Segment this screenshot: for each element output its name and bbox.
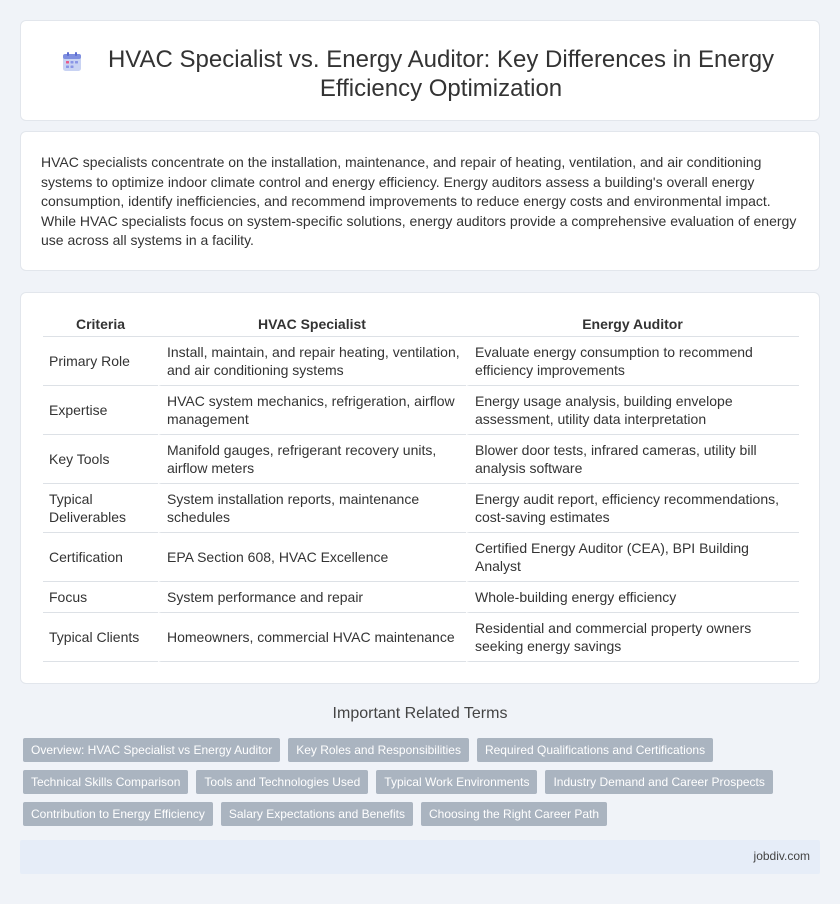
- intro-card: [20, 131, 820, 271]
- related-term-tag[interactable]: Overview: HVAC Specialist vs Energy Auditor: [23, 738, 280, 762]
- row-hvac-value: System installation reports, maintenance schedules: [158, 484, 466, 533]
- row-hvac-value: HVAC system mechanics, refrigeration, airflow management: [158, 386, 466, 435]
- header-card: [20, 20, 820, 121]
- table-row: [43, 386, 799, 435]
- related-term-tag[interactable]: Industry Demand and Career Prospects: [545, 770, 772, 794]
- comparison-table: [43, 314, 799, 662]
- row-hvac-value: System performance and repair: [158, 582, 466, 613]
- table-row: [43, 337, 799, 386]
- table-row: [43, 435, 799, 484]
- row-auditor-value: Energy usage analysis, building envelope assessment, utility data interpretation: [466, 386, 799, 435]
- related-term-tag[interactable]: Key Roles and Responsibilities: [288, 738, 469, 762]
- row-criteria: Primary Role: [43, 337, 158, 386]
- row-criteria: Typical Deliverables: [43, 484, 158, 533]
- related-terms-title: Important Related Terms: [332, 705, 508, 722]
- row-criteria: Certification: [43, 533, 158, 582]
- related-term-tag[interactable]: Required Qualifications and Certifications: [477, 738, 713, 762]
- header-hvac-specialist: HVAC Specialist: [158, 314, 466, 337]
- row-hvac-value: Install, maintain, and repair heating, ventilation, and air conditioning systems: [158, 337, 466, 386]
- table-row: [43, 582, 799, 613]
- related-term-tag[interactable]: Choosing the Right Career Path: [421, 802, 607, 826]
- header-energy-auditor: Energy Auditor: [466, 314, 799, 337]
- related-term-tag[interactable]: Salary Expectations and Benefits: [221, 802, 413, 826]
- related-term-tag[interactable]: Contribution to Energy Efficiency: [23, 802, 213, 826]
- related-term-tag[interactable]: Typical Work Environments: [376, 770, 537, 794]
- footer-bar: [20, 840, 820, 874]
- comparison-table-card: [20, 292, 820, 684]
- header-criteria: Criteria: [43, 314, 158, 337]
- page-title: HVAC Specialist vs. Energy Auditor: Key Differences in Energy Efficiency Optimization: [107, 46, 775, 102]
- row-criteria: Typical Clients: [43, 613, 158, 662]
- row-auditor-value: Whole-building energy efficiency: [466, 582, 799, 613]
- table-header-row: [43, 314, 799, 337]
- footer-site-link[interactable]: jobdiv.com: [753, 849, 810, 863]
- row-hvac-value: Manifold gauges, refrigerant recovery units, airflow meters: [158, 435, 466, 484]
- row-auditor-value: Certified Energy Auditor (CEA), BPI Building Analyst: [466, 533, 799, 582]
- row-auditor-value: Residential and commercial property owners seeking energy savings: [466, 613, 799, 662]
- table-row: [43, 484, 799, 533]
- row-auditor-value: Blower door tests, infrared cameras, utility bill analysis software: [466, 435, 799, 484]
- related-terms-tags: [23, 738, 813, 826]
- related-term-tag[interactable]: Technical Skills Comparison: [23, 770, 188, 794]
- row-criteria: Expertise: [43, 386, 158, 435]
- row-hvac-value: EPA Section 608, HVAC Excellence: [158, 533, 466, 582]
- row-criteria: Focus: [43, 582, 158, 613]
- table-row: [43, 533, 799, 582]
- table-row: [43, 613, 799, 662]
- intro-paragraph: HVAC specialists concentrate on the installation, maintenance, and repair of heating, ventilation, and air conditioning systems to optimize indoor climate control and energy efficiency. Energy auditors assess a building's overall energy consumption, identify inefficiencies, and recommend improvements to reduce energy costs and environmental impact. While HVAC specialists focus on system-specific solutions, energy auditors provide a comprehensive evaluation of energy use across all systems in a facility.: [41, 154, 797, 249]
- row-auditor-value: Energy audit report, efficiency recommendations, cost-saving estimates: [466, 484, 799, 533]
- row-hvac-value: Homeowners, commercial HVAC maintenance: [158, 613, 466, 662]
- row-criteria: Key Tools: [43, 435, 158, 484]
- related-term-tag[interactable]: Tools and Technologies Used: [196, 770, 368, 794]
- calendar-icon: [61, 51, 83, 73]
- row-auditor-value: Evaluate energy consumption to recommend efficiency improvements: [466, 337, 799, 386]
